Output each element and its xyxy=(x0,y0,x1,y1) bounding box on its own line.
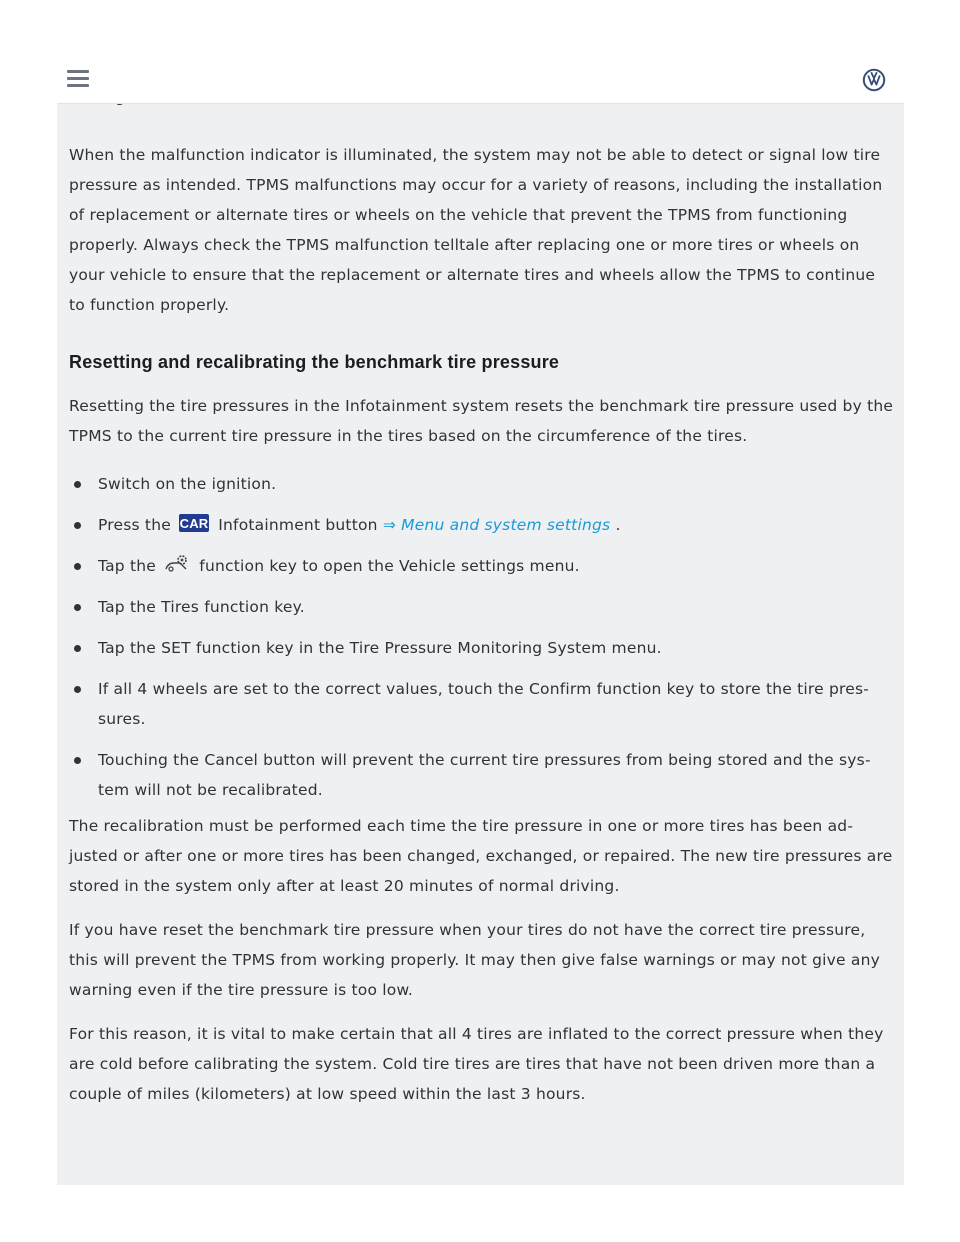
list-item: Switch on the ignition. xyxy=(69,469,894,499)
menu-and-system-settings-link[interactable]: ⇒ Menu and system settings xyxy=(382,516,611,534)
paragraph-resetting: Resetting the tire pressures in the Infotainment system resets the benchmark tire pressure used by the TPMS to the current tire pressure in the tires based on the circumference of the tires. xyxy=(69,397,894,445)
paragraph-cold-tires: For this reason, it is vital to make certain that all 4 tires are inflated to the correct pressure when they are cold before calibrating the system. Cold tire tires are tires that have not been driven more than a couple of miles (kilometers) at low speed within the last 3 hours. xyxy=(69,1025,884,1103)
car-settings-gear-icon xyxy=(164,553,190,573)
list-item: Press the CAR Infotainment button ⇒ Menu and system settings . xyxy=(69,510,894,540)
list-item: Touching the Cancel button will prevent the current tire pressures from being stored and the sys-tem will not be recalibrated. xyxy=(69,745,894,805)
top-header xyxy=(57,0,904,104)
svg-text:CAR: CAR xyxy=(179,516,209,531)
article-content xyxy=(69,140,894,1109)
steps-list xyxy=(69,469,894,805)
list-item: Tap the Tires function key. xyxy=(69,592,894,622)
section-heading: Resetting and recalibrating the benchmark tire pressure xyxy=(69,352,560,372)
list-item: Tap the function key to open the Vehicle settings menu. xyxy=(69,551,894,581)
list-item: If all 4 wheels are set to the correct values, touch the Confirm function key to store the tire pres-sures. xyxy=(69,674,894,734)
paragraph-tpms-malfunction: When the malfunction indicator is illuminated, the system may not be able to detect or signal low tire pressure as intended. TPMS malfunctions may occur for a variety of reasons, including the installation of replacement or alternate tires or wheels on the vehicle that prevent the TPMS from functioning properly. Always check the TPMS malfunction telltale after replacing one or more tires or wheels on your vehicle to ensure that the replacement or alternate tires and wheels allow the TPMS to continue to function properly. xyxy=(69,146,883,314)
paragraph-recalibration: The recalibration must be performed each time the tire pressure in one or more tires has been ad-justed or after one or more tires has been changed, exchanged, or repaired. The new tire pressures are stored in the system only after at least 20 minutes of normal driving. xyxy=(69,817,893,895)
paragraph-reset-warning: If you have reset the benchmark tire pressure when your tires do not have the correct tire pressure, this will prevent the TPMS from working properly. It may then give false warnings or may not give any warning even if the tire pressure is too low. xyxy=(69,921,881,999)
list-item: Tap the SET function key in the Tire Pressure Monitoring System menu. xyxy=(69,633,894,663)
vw-logo-icon[interactable] xyxy=(862,68,886,92)
car-button-icon xyxy=(179,514,209,532)
hamburger-menu-icon[interactable] xyxy=(67,70,89,88)
